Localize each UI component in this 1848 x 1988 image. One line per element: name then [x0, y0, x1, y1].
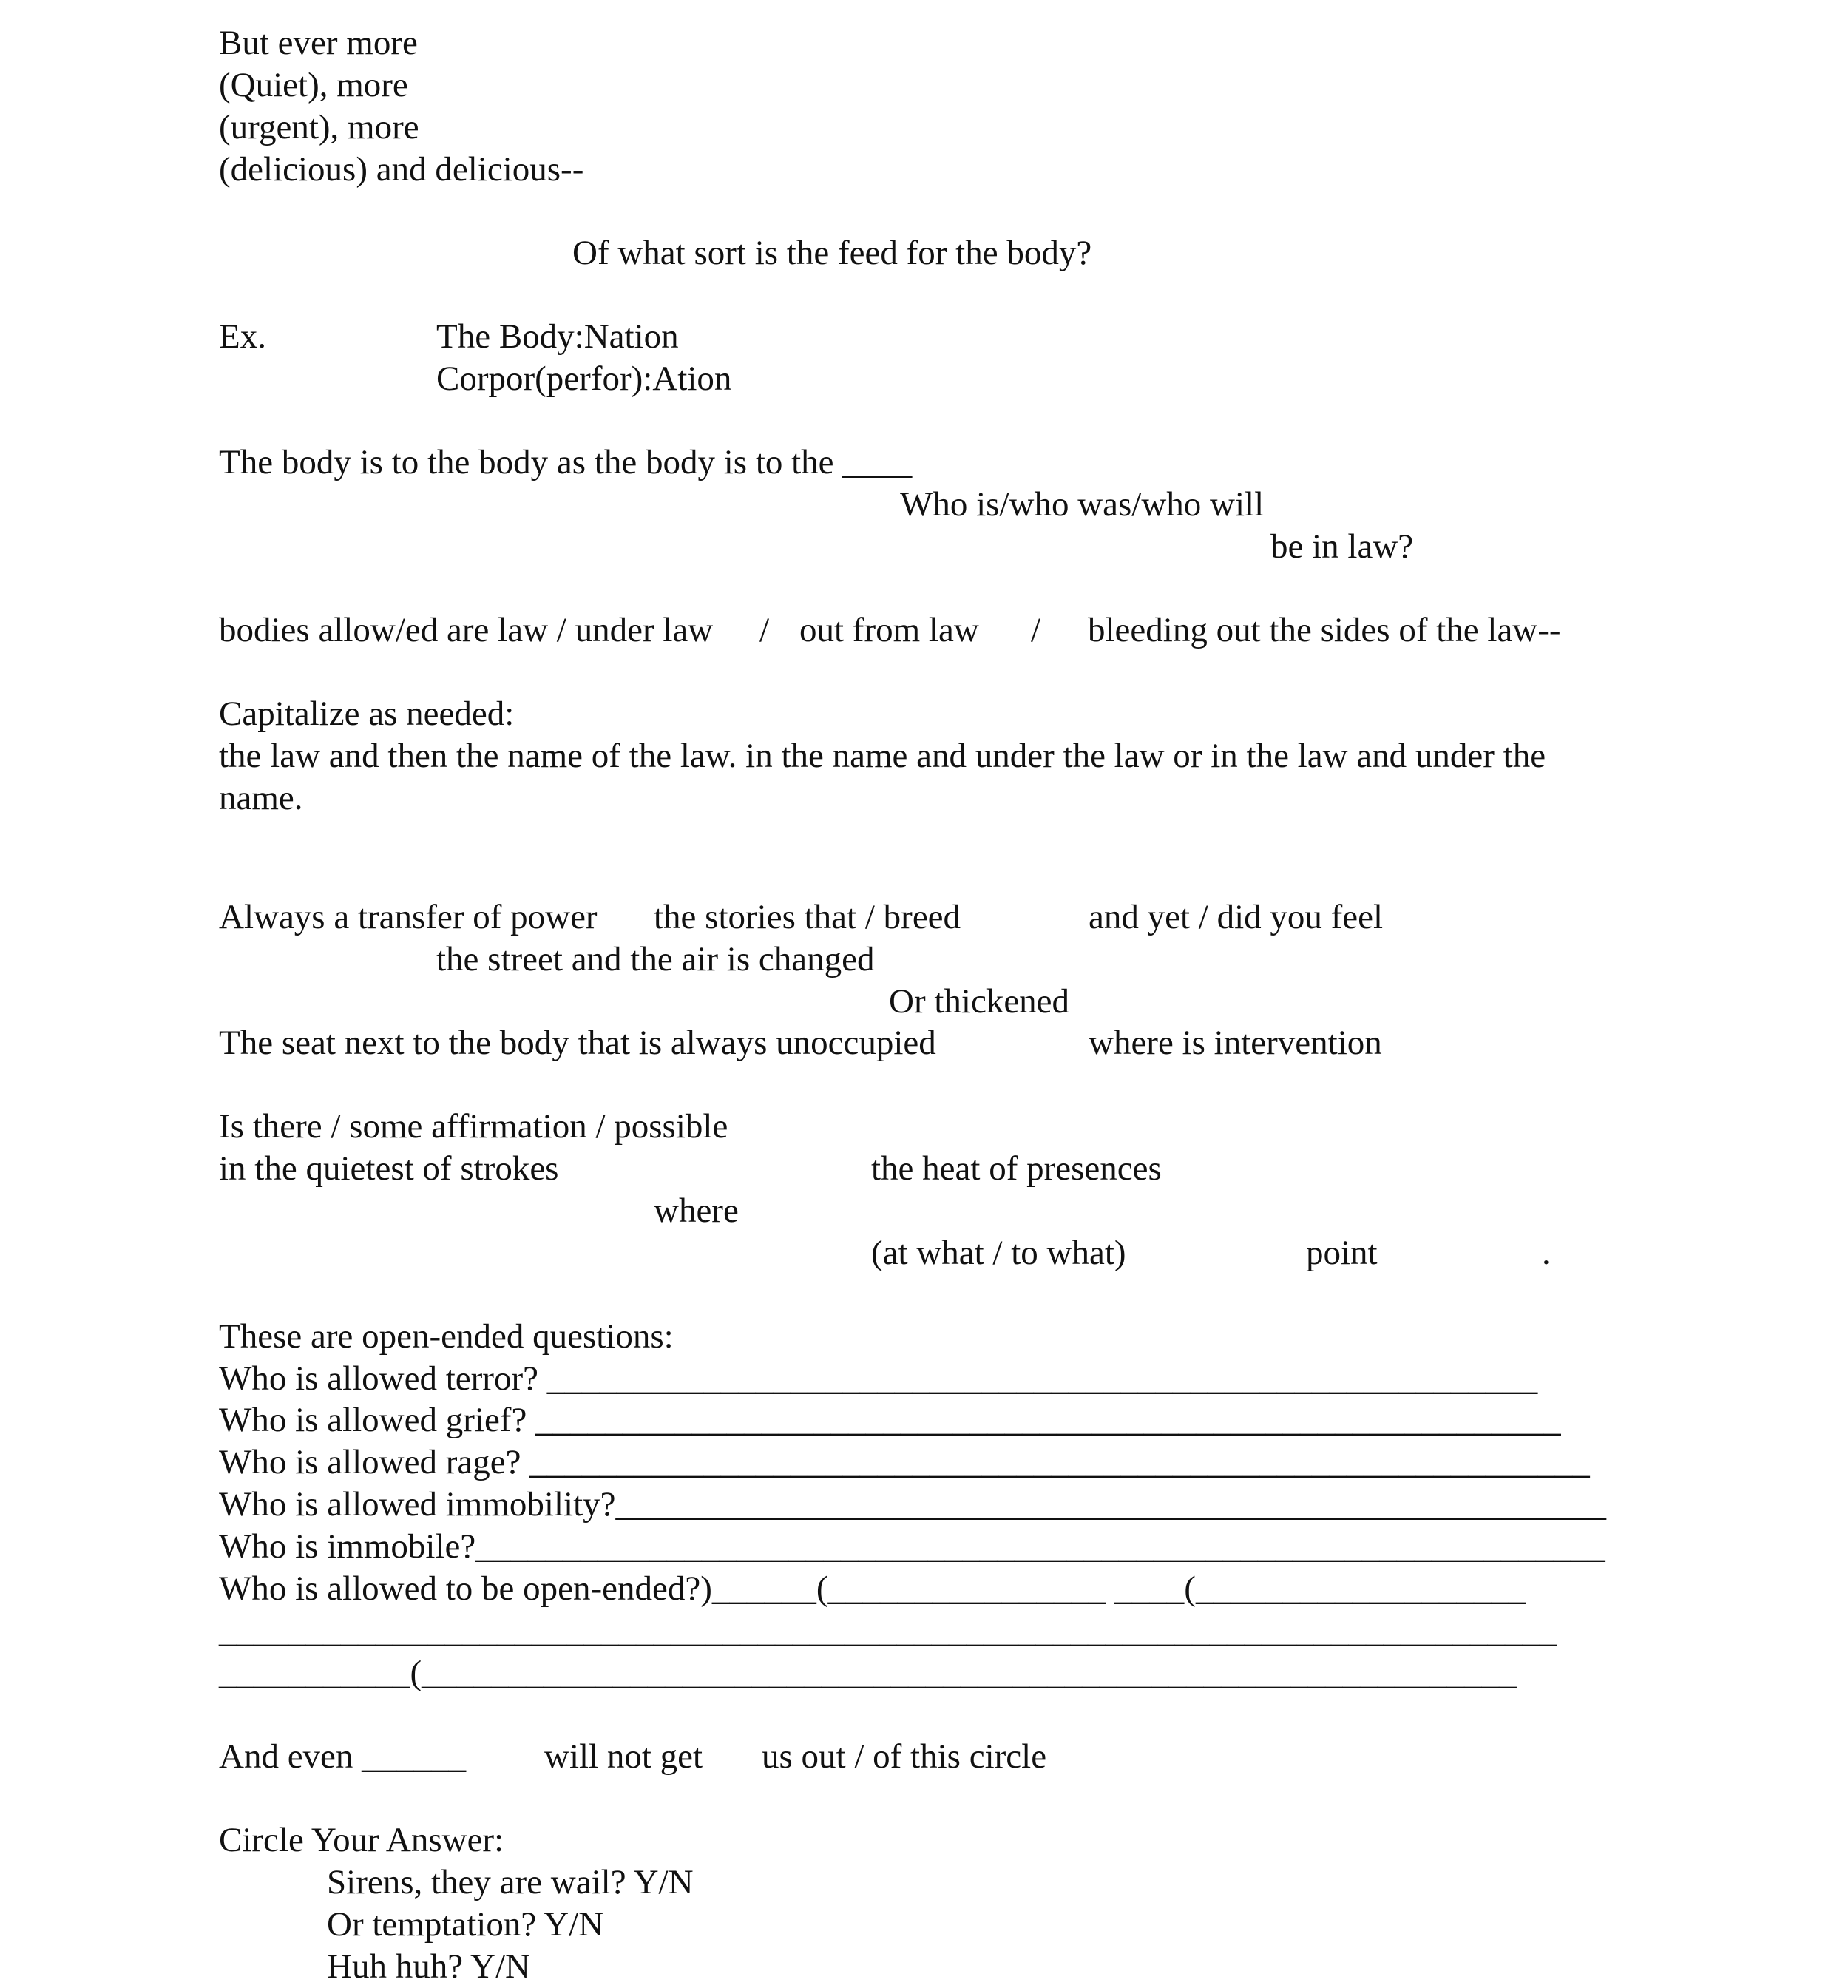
opening-line-4: (delicious) and delicious--: [219, 150, 584, 189]
affirmation-at-what: (at what / to what): [871, 1234, 1126, 1272]
affirmation-dot: .: [1542, 1234, 1551, 1272]
capitalize-line-2: name.: [219, 779, 303, 817]
affirmation-line-2: in the quietest of strokes: [219, 1149, 559, 1188]
transfer-a: Always a transfer of power: [219, 898, 598, 936]
circle-heading: Circle Your Answer:: [219, 1821, 504, 1859]
open-ended-question-terror: Who is allowed terror? _________________________________________________________: [219, 1359, 1538, 1398]
even-line-a: And even ______: [219, 1737, 467, 1776]
circle-answer-sirens: Sirens, they are wail? Y/N: [327, 1863, 694, 1901]
transfer-intervention: where is intervention: [1089, 1024, 1382, 1062]
bodies-line-separator-1: /: [759, 611, 770, 649]
open-ended-question-open-ended: Who is allowed to be open-ended?)______(________________ ____(___________________: [219, 1569, 1526, 1608]
transfer-seat: The seat next to the body that is always unoccupied: [219, 1024, 936, 1062]
affirmation-heat: the heat of presences: [871, 1149, 1162, 1188]
bodies-line-a: bodies allow/ed are law / under law: [219, 611, 714, 649]
open-ended-question-grief: Who is allowed grief? ___________________________________________________________: [219, 1401, 1561, 1439]
analogy-who: Who is/who was/who will: [900, 485, 1265, 524]
circle-answer-huh: Huh huh? Y/N: [327, 1947, 531, 1986]
analogy-law: be in law?: [1270, 527, 1414, 566]
opening-line-3: (urgent), more: [219, 108, 419, 146]
even-line-c: us out / of this circle: [762, 1737, 1047, 1776]
analogy-line: The body is to the body as the body is to the ____: [219, 443, 913, 481]
circle-answer-temptation: Or temptation? Y/N: [327, 1905, 604, 1944]
answer-blank-line-1: _____________________________________________________________________________: [219, 1612, 1557, 1650]
feed-question: Of what sort is the feed for the body?: [572, 234, 1092, 272]
opening-line-1: But ever more: [219, 24, 418, 62]
bodies-line-separator-2: /: [1031, 611, 1041, 649]
transfer-street: the street and the air is changed: [436, 940, 875, 978]
bodies-line-b: out from law: [799, 611, 979, 649]
transfer-c: and yet / did you feel: [1089, 898, 1384, 936]
even-line-b: will not get: [544, 1737, 703, 1776]
affirmation-line-1: Is there / some affirmation / possible: [219, 1107, 728, 1146]
answer-blank-line-2: ___________(_______________________________________________________________: [219, 1654, 1517, 1692]
open-ended-question-immobile: Who is immobile?_________________________________________________________________: [219, 1527, 1605, 1566]
affirmation-where: where: [654, 1191, 739, 1230]
open-ended-question-immobility: Who is allowed immobility?_________________________________________________________: [219, 1485, 1607, 1524]
example-line-1: The Body:Nation: [436, 317, 679, 356]
opening-line-2: (Quiet), more: [219, 66, 408, 104]
open-ended-heading: These are open-ended questions:: [219, 1317, 674, 1356]
affirmation-point: point: [1306, 1234, 1378, 1272]
capitalize-heading: Capitalize as needed:: [219, 694, 515, 733]
capitalize-line-1: the law and then the name of the law. in the name and under the law or in the law and under the: [219, 737, 1546, 775]
transfer-b: the stories that / breed: [654, 898, 961, 936]
bodies-line-c: bleeding out the sides of the law--: [1088, 611, 1561, 649]
open-ended-question-rage: Who is allowed rage? _____________________________________________________________: [219, 1443, 1590, 1481]
transfer-thickened: Or thickened: [889, 982, 1070, 1021]
example-label: Ex.: [219, 317, 266, 356]
example-line-2: Corpor(perfor):Ation: [436, 359, 732, 398]
